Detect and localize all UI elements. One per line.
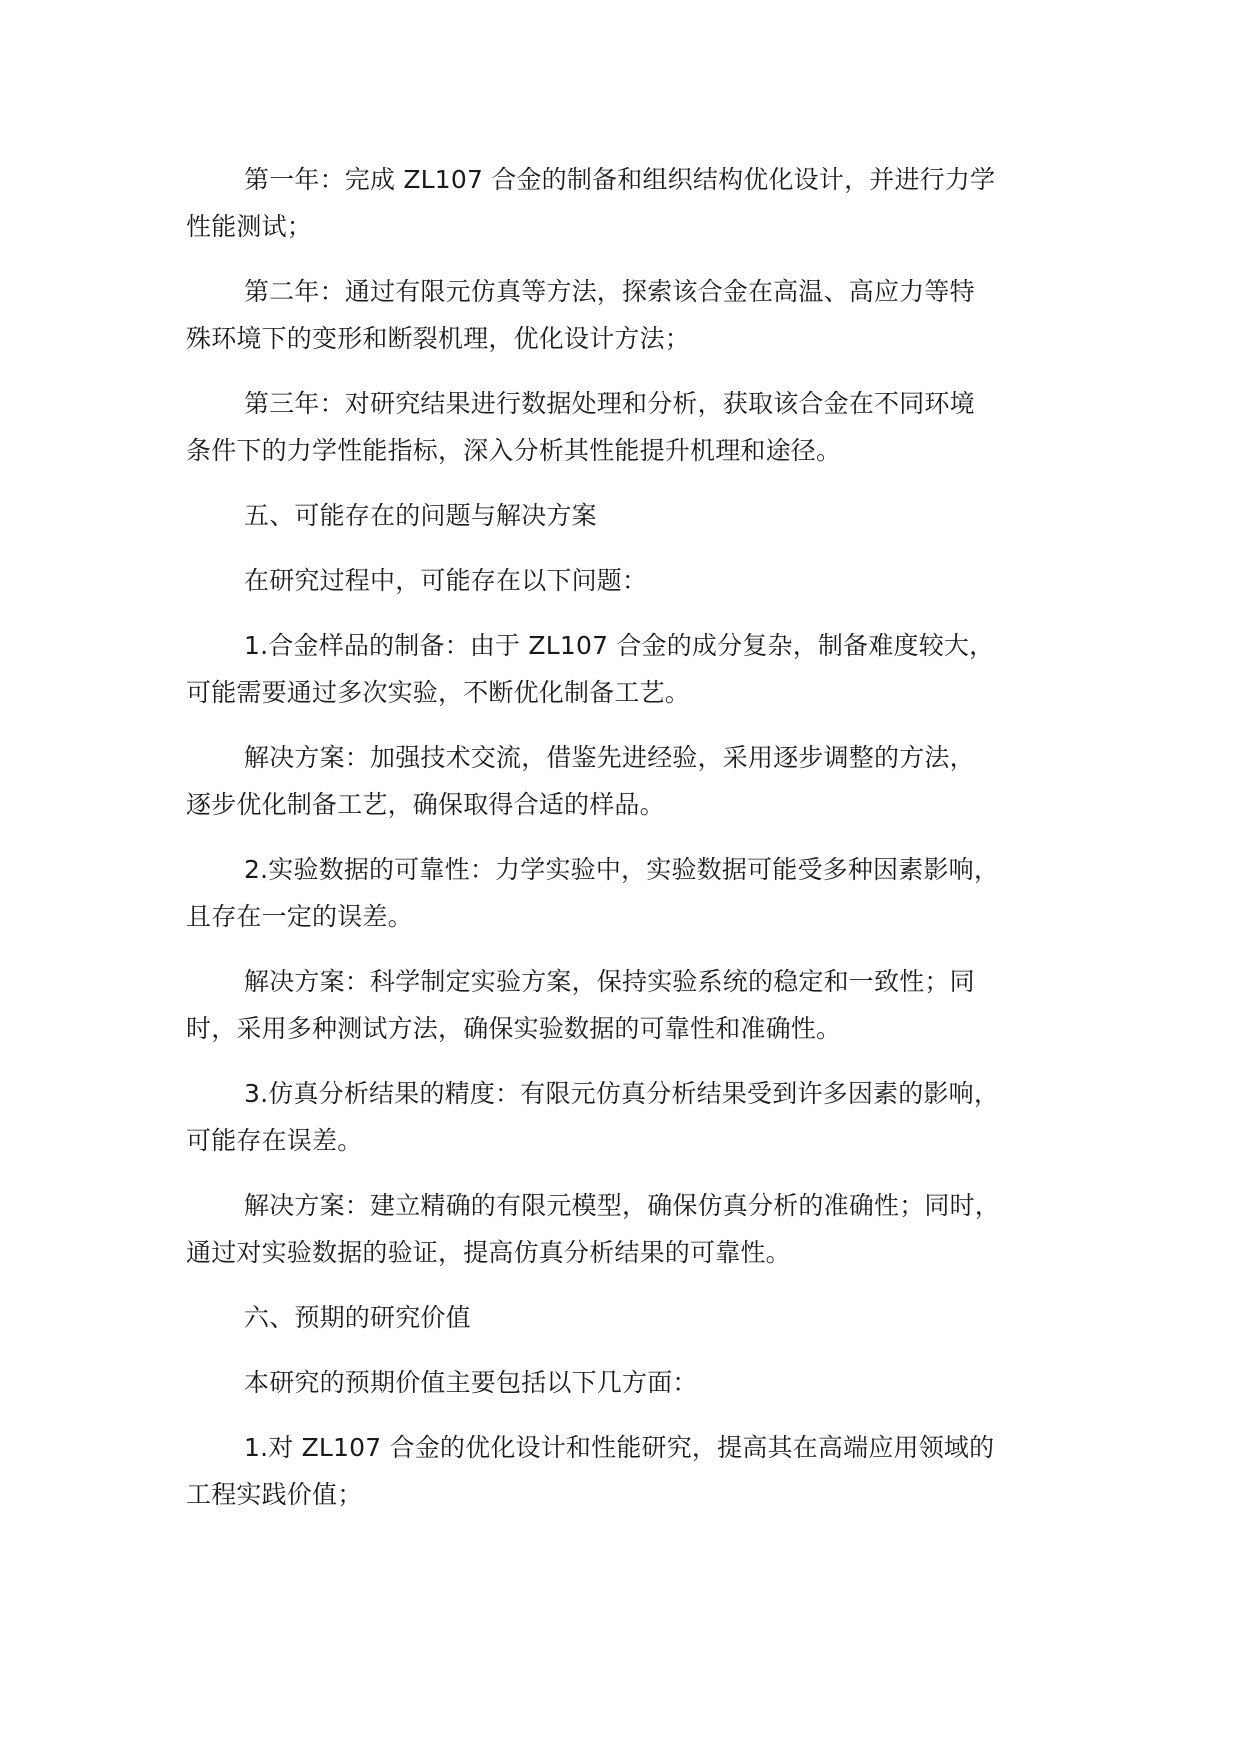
text-line: 殊环境下的变形和断裂机理，优化设计方法； bbox=[186, 324, 691, 353]
text-line: 条件下的力学性能指标，深入分析其性能提升机理和途径。 bbox=[186, 436, 842, 465]
text-line: 第三年：对研究结果进行数据处理和分析，获取该合金在不同环境 bbox=[244, 389, 975, 418]
heading-text: 五、可能存在的问题与解决方案 bbox=[244, 501, 597, 530]
paragraph-value-intro bbox=[186, 1359, 1086, 1406]
text-line: 工程实践价值； bbox=[186, 1480, 363, 1509]
text-line: 解决方案：加强技术交流，借鉴先进经验，采用逐步调整的方法， bbox=[244, 743, 975, 772]
text-line: 第一年：完成 ZL107 合金的制备和组织结构优化设计，并进行力学 bbox=[244, 165, 996, 194]
text-line: 1.对 ZL107 合金的优化设计和性能研究，提高其在高端应用领域的 bbox=[244, 1433, 995, 1462]
text-line: 3.仿真分析结果的精度：有限元仿真分析结果受到许多因素的影响， bbox=[244, 1079, 1000, 1108]
text-line: 可能需要通过多次实验，不断优化制备工艺。 bbox=[186, 678, 691, 707]
text-line: 1.合金样品的制备：由于 ZL107 合金的成分复杂，制备难度较大， bbox=[244, 631, 995, 660]
paragraph-value-1 bbox=[186, 1424, 1086, 1518]
paragraph-year-one bbox=[186, 156, 1086, 250]
text-line: 可能存在误差。 bbox=[186, 1126, 363, 1155]
paragraph-solution-2 bbox=[186, 958, 1086, 1052]
text-line: 时，采用多种测试方法，确保实验数据的可靠性和准确性。 bbox=[186, 1014, 842, 1043]
document-body bbox=[186, 156, 1086, 1536]
text-line: 性能测试； bbox=[186, 212, 313, 241]
text-line: 解决方案：建立精确的有限元模型，确保仿真分析的准确性；同时， bbox=[244, 1191, 1001, 1220]
section-heading-value bbox=[186, 1294, 1086, 1341]
text-line: 本研究的预期价值主要包括以下几方面： bbox=[244, 1368, 698, 1397]
paragraph-year-two bbox=[186, 268, 1086, 362]
text-line: 通过对实验数据的验证，提高仿真分析结果的可靠性。 bbox=[186, 1238, 791, 1267]
paragraph-solution-3 bbox=[186, 1182, 1086, 1276]
text-line: 在研究过程中，可能存在以下问题： bbox=[244, 566, 648, 595]
paragraph-problem-2 bbox=[186, 846, 1086, 940]
paragraph-problem-1 bbox=[186, 622, 1086, 716]
heading-text: 六、预期的研究价值 bbox=[244, 1303, 471, 1332]
paragraph-solution-1 bbox=[186, 734, 1086, 828]
text-line: 且存在一定的误差。 bbox=[186, 902, 413, 931]
text-line: 解决方案：科学制定实验方案，保持实验系统的稳定和一致性；同 bbox=[244, 967, 975, 996]
text-line: 2.实验数据的可靠性：力学实验中，实验数据可能受多种因素影响， bbox=[244, 855, 1000, 884]
section-heading-problems bbox=[186, 492, 1086, 539]
text-line: 第二年：通过有限元仿真等方法，探索该合金在高温、高应力等特 bbox=[244, 277, 975, 306]
paragraph-year-three bbox=[186, 380, 1086, 474]
text-line: 逐步优化制备工艺，确保取得合适的样品。 bbox=[186, 790, 665, 819]
paragraph-problem-3 bbox=[186, 1070, 1086, 1164]
paragraph-problems-intro bbox=[186, 557, 1086, 604]
